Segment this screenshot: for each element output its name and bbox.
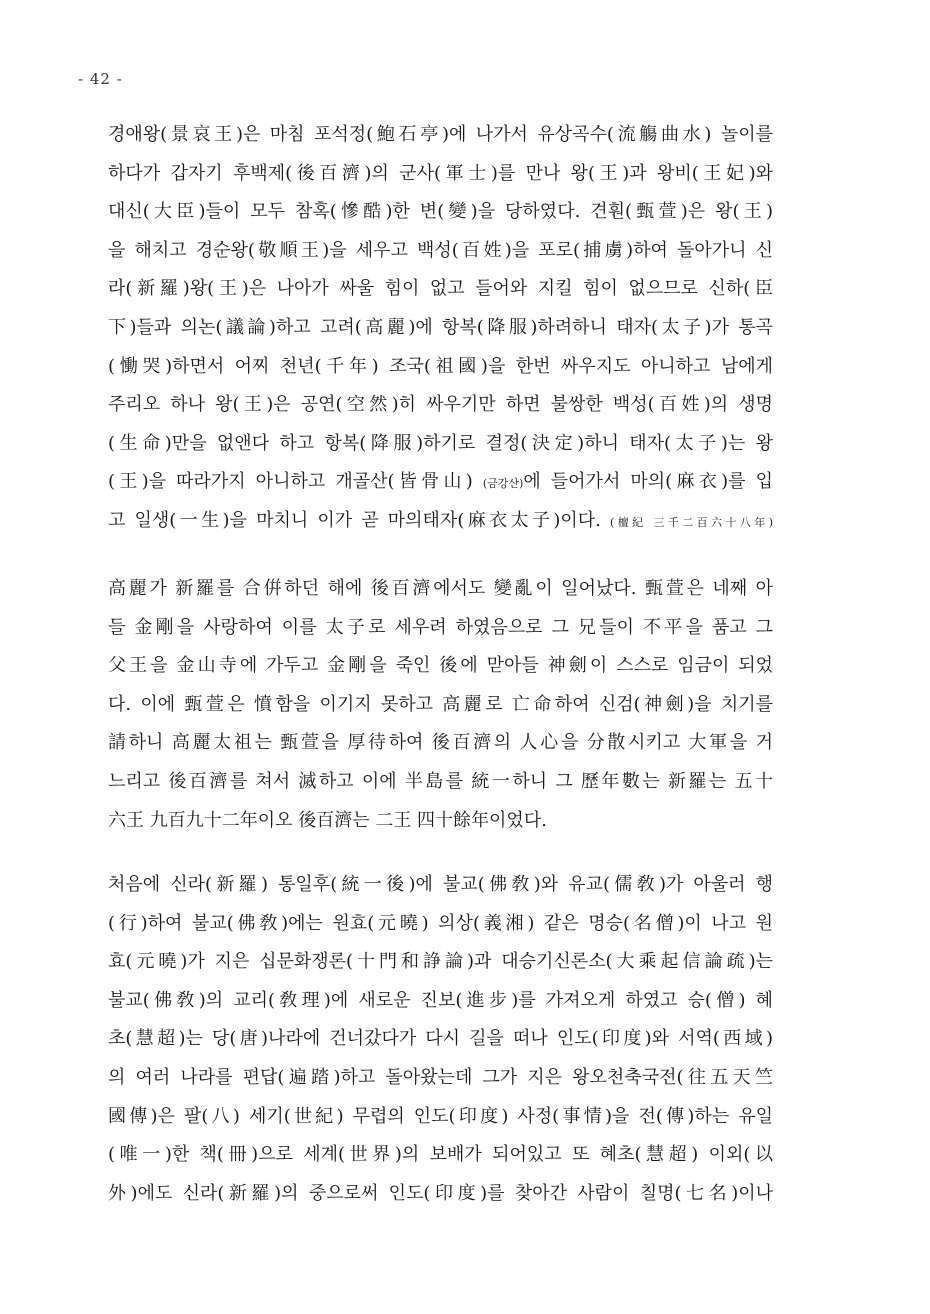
text-line [108, 463, 773, 502]
text-line: (行)하여 불교(佛敎)에는 원효(元曉) 의상(義湘) 같은 명승(名僧)이 나고 원 [108, 912, 773, 934]
text-segment: 에 들어가서 마의(麻衣)를 입 [523, 471, 773, 493]
text-line: 불교(佛敎)의 교리(敎理)에 새로운 진보(進步)를 가져오게 하였고 승(僧) 혜 [108, 989, 773, 1011]
text-segment: (王)을 따라가지 아니하고 개골산(皆骨山) [108, 471, 473, 493]
text-line: (慟哭)하면서 어찌 천년(千年) 조국(祖國)을 한번 싸우지도 아니하고 남에게 [108, 355, 773, 377]
text-line: 六王 九百九十二年이오 後百濟는 二王 四十餘年이었다. [108, 809, 547, 831]
text-line: 下)들과 의논(議論)하고 고려(高麗)에 항복(降服)하려하니 태자(太子)가 통곡 [108, 316, 773, 338]
text-line: (唯一)한 책(冊)으로 세계(世界)의 보배가 되어있고 또 혜초(慧超) 이외(以 [108, 1144, 773, 1166]
text-segment: 고 일생(一生)을 마치니 이가 곧 마의태자(麻衣太子)이다. [108, 509, 601, 531]
page-number: - 42 - [78, 70, 123, 88]
text-line: 효(元曉)가 지은 십문화쟁론(十門和諍論)과 대승기신론소(大乘起信論疏)는 [108, 951, 773, 973]
text-line: 경애왕(景哀王)은 마침 포석정(鮑石亭)에 나가서 유상곡수(流觴曲水) 놀이를 [108, 124, 773, 145]
text-line: 처음에 신라(新羅) 통일후(統一後)에 불교(佛敎)와 유교(儒敎)가 아울러 행 [108, 874, 773, 895]
text-line: 라(新羅)왕(王)은 나아가 싸울 힘이 없고 들어와 지킬 힘이 없으므로 신하(臣 [108, 278, 773, 300]
text-line: 느리고 後百濟를 쳐서 滅하고 이에 半島를 統一하니 그 歷年數는 新羅는 五十 [108, 770, 773, 792]
text-line: 대신(大臣)들이 모두 참혹(慘酷)한 변(變)을 당하였다. 견훤(甄萱)은 왕(王) [108, 201, 773, 223]
paragraph-silla-buddhism [108, 866, 773, 1213]
paragraph-gyeongae-king [108, 116, 773, 541]
annotation-small: (금강산) [482, 477, 524, 491]
text-line: 다. 이에 甄萱은 憤함을 이기지 못하고 高麗로 亡命하여 신검(神劍)을 치기를 [108, 693, 773, 715]
text-line: 高麗가 新羅를 合倂하던 해에 後百濟에서도 變亂이 일어났다. 甄萱은 네째 아 [108, 578, 773, 599]
text-line: 하다가 갑자기 후백제(後百濟)의 군사(軍士)를 만나 왕(王)과 왕비(王妃)와 [108, 162, 773, 184]
text-line: 國傳)은 팔(八) 세기(世紀) 무렵의 인도(印度) 사정(事情)을 전(傳)하는 유일 [108, 1105, 773, 1127]
date-annotation: (檀紀 三千二百六十八年) [610, 515, 773, 529]
text-line: 을 해치고 경순왕(敬順王)을 세우고 백성(百姓)을 포로(捕虜)하여 돌아가니 신 [108, 239, 773, 261]
text-line: 請하니 高麗太祖는 甄萱을 厚待하여 後百濟의 人心을 分散시키고 大軍을 거 [108, 732, 773, 754]
text-line: 外)에도 신라(新羅)의 중으로써 인도(印度)를 찾아간 사람이 칠명(七名)이나 [108, 1182, 773, 1204]
text-line: 들 金剛을 사랑하여 이를 太子로 세우려 하였음으로 그 兄들이 不平을 품고 그 [108, 616, 773, 638]
text-line [108, 502, 773, 541]
text-line: 초(慧超)는 당(唐)나라에 건너갔다가 다시 길을 떠나 인도(印度)와 서역(西域) [108, 1028, 773, 1050]
text-line: (生命)만을 없앤다 하고 항복(降服)하기로 결정(決定)하니 태자(太子)는 왕 [108, 432, 773, 454]
text-line: 父王을 金山寺에 가두고 金剛을 죽인 後에 맏아들 神劍이 스스로 임금이 되었 [108, 655, 773, 677]
paragraph-goryeo-unification [108, 570, 773, 840]
text-line: 의 여러 나라를 편답(遍踏)하고 돌아왔는데 그가 지은 왕오천축국전(往五天竺 [108, 1066, 773, 1088]
text-line: 주리오 하나 왕(王)은 공연(空然)히 싸우기만 하면 불쌍한 백성(百姓)의 생명 [108, 394, 773, 416]
